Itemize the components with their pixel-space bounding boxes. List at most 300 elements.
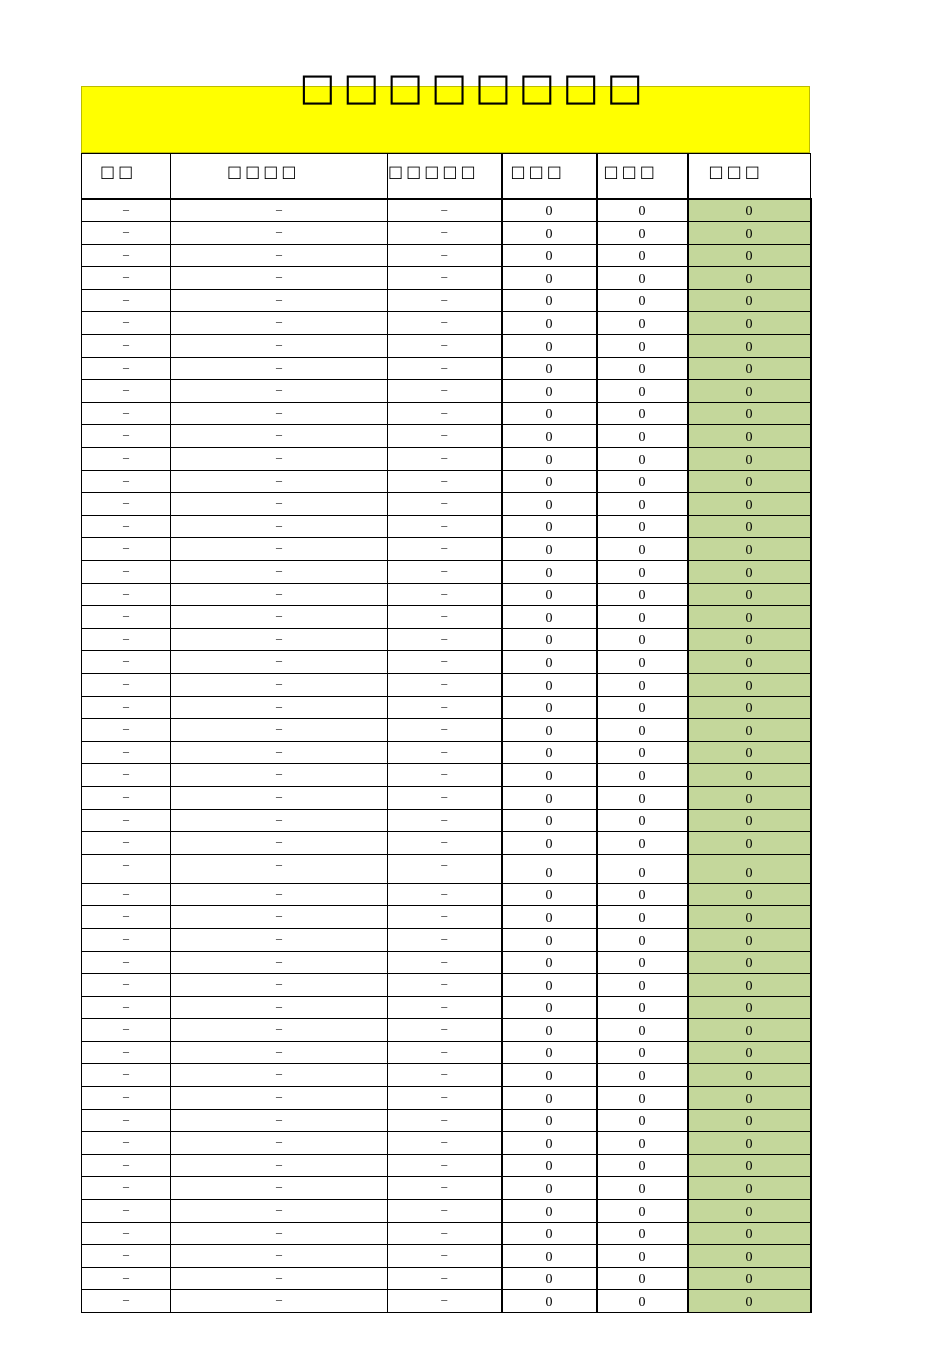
table-row bbox=[82, 1267, 811, 1290]
table-cell: 0 bbox=[597, 951, 688, 974]
table-row bbox=[82, 906, 811, 929]
table-row bbox=[82, 786, 811, 809]
table-cell: – bbox=[388, 222, 502, 245]
table-cell: – bbox=[171, 996, 388, 1019]
table-cell: – bbox=[388, 402, 502, 425]
table-cell: 0 bbox=[597, 906, 688, 929]
table-cell: 0 bbox=[688, 289, 811, 312]
table-cell: – bbox=[388, 974, 502, 997]
table-cell: 0 bbox=[688, 1290, 811, 1313]
table-row bbox=[82, 651, 811, 674]
table-cell: – bbox=[171, 1245, 388, 1268]
table-cell: 0 bbox=[597, 996, 688, 1019]
table-cell: – bbox=[171, 974, 388, 997]
table-row bbox=[82, 883, 811, 906]
table-cell: 0 bbox=[597, 222, 688, 245]
table-cell: 0 bbox=[502, 832, 597, 855]
table-row bbox=[82, 974, 811, 997]
table-cell: 0 bbox=[688, 1087, 811, 1110]
table-row bbox=[82, 1222, 811, 1245]
table-cell: 0 bbox=[502, 402, 597, 425]
table-row bbox=[82, 493, 811, 516]
table-cell: 0 bbox=[597, 267, 688, 290]
table-cell: 0 bbox=[597, 832, 688, 855]
table-row bbox=[82, 448, 811, 471]
table-cell: 0 bbox=[688, 696, 811, 719]
table-cell: 0 bbox=[502, 719, 597, 742]
table-cell: 0 bbox=[502, 928, 597, 951]
table-cell: – bbox=[388, 832, 502, 855]
table-cell: – bbox=[171, 1019, 388, 1042]
table-cell: – bbox=[388, 1177, 502, 1200]
data-table bbox=[81, 153, 812, 1313]
table-cell: – bbox=[82, 673, 171, 696]
table-cell: 0 bbox=[688, 583, 811, 606]
table-cell: – bbox=[82, 1177, 171, 1200]
table-cell: 0 bbox=[688, 1177, 811, 1200]
table-cell: – bbox=[82, 1290, 171, 1313]
table-cell: – bbox=[82, 561, 171, 584]
table-cell: – bbox=[171, 312, 388, 335]
table-cell: 0 bbox=[597, 515, 688, 538]
table-cell: – bbox=[171, 651, 388, 674]
table-row bbox=[82, 1041, 811, 1064]
table-cell: – bbox=[171, 606, 388, 629]
table-cell: 0 bbox=[688, 786, 811, 809]
table-cell: – bbox=[171, 741, 388, 764]
table-cell: – bbox=[82, 928, 171, 951]
table-cell: 0 bbox=[502, 1200, 597, 1223]
table-cell: 0 bbox=[688, 764, 811, 787]
table-cell: 0 bbox=[597, 402, 688, 425]
table-cell: 0 bbox=[597, 673, 688, 696]
table-row bbox=[82, 628, 811, 651]
table-cell: 0 bbox=[502, 606, 597, 629]
table-cell: 0 bbox=[688, 832, 811, 855]
table-cell: 0 bbox=[688, 357, 811, 380]
table-row bbox=[82, 538, 811, 561]
table-cell: 0 bbox=[688, 651, 811, 674]
table-cell: – bbox=[388, 1222, 502, 1245]
table-cell: 0 bbox=[597, 764, 688, 787]
table-cell: – bbox=[171, 199, 388, 222]
table-cell: – bbox=[388, 628, 502, 651]
table-row bbox=[82, 696, 811, 719]
table-cell: 0 bbox=[688, 199, 811, 222]
table-cell: 0 bbox=[502, 1222, 597, 1245]
table-cell: 0 bbox=[502, 199, 597, 222]
table-cell: 0 bbox=[502, 380, 597, 403]
table-cell: 0 bbox=[597, 854, 688, 883]
table-cell: 0 bbox=[688, 1200, 811, 1223]
table-cell: – bbox=[82, 1267, 171, 1290]
table-cell: 0 bbox=[688, 244, 811, 267]
table-cell: 0 bbox=[688, 335, 811, 358]
table-cell: 0 bbox=[502, 561, 597, 584]
table-row bbox=[82, 289, 811, 312]
table-cell: 0 bbox=[502, 583, 597, 606]
table-cell: – bbox=[388, 199, 502, 222]
table-cell: – bbox=[82, 809, 171, 832]
table-cell: – bbox=[82, 741, 171, 764]
table-cell: 0 bbox=[502, 741, 597, 764]
table-cell: 0 bbox=[688, 538, 811, 561]
table-row bbox=[82, 764, 811, 787]
header-cell: □□□ bbox=[502, 154, 597, 199]
table-cell: – bbox=[171, 267, 388, 290]
table-cell: – bbox=[388, 1267, 502, 1290]
table-cell: – bbox=[171, 786, 388, 809]
table-cell: – bbox=[82, 199, 171, 222]
table-cell: 0 bbox=[502, 673, 597, 696]
table-cell: – bbox=[388, 448, 502, 471]
table-cell: 0 bbox=[502, 312, 597, 335]
table-cell: – bbox=[171, 1290, 388, 1313]
table-row bbox=[82, 425, 811, 448]
table-row bbox=[82, 809, 811, 832]
table-cell: 0 bbox=[688, 380, 811, 403]
table-cell: – bbox=[388, 493, 502, 516]
header-cell: □□□□□ bbox=[388, 154, 502, 199]
table-cell: 0 bbox=[597, 1200, 688, 1223]
table-cell: 0 bbox=[688, 1132, 811, 1155]
table-cell: – bbox=[82, 1132, 171, 1155]
table-cell: 0 bbox=[597, 380, 688, 403]
table-cell: – bbox=[171, 222, 388, 245]
table-cell: 0 bbox=[502, 809, 597, 832]
table-row bbox=[82, 335, 811, 358]
table-cell: 0 bbox=[597, 1132, 688, 1155]
table-cell: 0 bbox=[502, 1245, 597, 1268]
table-cell: – bbox=[82, 996, 171, 1019]
table-cell: 0 bbox=[502, 1177, 597, 1200]
table-cell: – bbox=[82, 244, 171, 267]
table-row bbox=[82, 244, 811, 267]
table-cell: – bbox=[171, 470, 388, 493]
table-cell: 0 bbox=[502, 222, 597, 245]
table-row bbox=[82, 741, 811, 764]
table-cell: 0 bbox=[597, 883, 688, 906]
table-cell: – bbox=[82, 651, 171, 674]
table-cell: 0 bbox=[688, 448, 811, 471]
table-cell: – bbox=[388, 786, 502, 809]
table-cell: – bbox=[82, 1019, 171, 1042]
table-cell: – bbox=[82, 1222, 171, 1245]
table-cell: 0 bbox=[502, 854, 597, 883]
table-cell: 0 bbox=[597, 1177, 688, 1200]
header-row bbox=[82, 154, 811, 199]
table-row bbox=[82, 312, 811, 335]
table-cell: 0 bbox=[688, 883, 811, 906]
table-row bbox=[82, 583, 811, 606]
table-cell: – bbox=[171, 854, 388, 883]
table-cell: – bbox=[82, 974, 171, 997]
table-row bbox=[82, 1064, 811, 1087]
table-cell: 0 bbox=[502, 651, 597, 674]
table-cell: 0 bbox=[502, 1019, 597, 1042]
table-row bbox=[82, 951, 811, 974]
table-cell: – bbox=[171, 1177, 388, 1200]
table-cell: 0 bbox=[502, 628, 597, 651]
table-cell: 0 bbox=[688, 1222, 811, 1245]
table-cell: 0 bbox=[597, 244, 688, 267]
table-cell: 0 bbox=[502, 1290, 597, 1313]
table-cell: 0 bbox=[688, 1109, 811, 1132]
table-cell: – bbox=[171, 448, 388, 471]
table-cell: 0 bbox=[597, 199, 688, 222]
table-cell: 0 bbox=[688, 741, 811, 764]
table-cell: – bbox=[171, 425, 388, 448]
table-cell: 0 bbox=[597, 425, 688, 448]
table-cell: – bbox=[171, 515, 388, 538]
table-cell: – bbox=[82, 538, 171, 561]
table-cell: 0 bbox=[688, 951, 811, 974]
table-row bbox=[82, 222, 811, 245]
table-cell: – bbox=[82, 583, 171, 606]
table-cell: 0 bbox=[688, 673, 811, 696]
table-cell: 0 bbox=[597, 1064, 688, 1087]
table-cell: – bbox=[171, 289, 388, 312]
table-cell: – bbox=[171, 561, 388, 584]
table-cell: – bbox=[82, 628, 171, 651]
table-row bbox=[82, 267, 811, 290]
table-cell: – bbox=[82, 883, 171, 906]
table-cell: 0 bbox=[597, 1109, 688, 1132]
table-row bbox=[82, 515, 811, 538]
table-cell: – bbox=[82, 786, 171, 809]
header-cell: □□□□ bbox=[171, 154, 388, 199]
table-cell: 0 bbox=[688, 809, 811, 832]
table-row bbox=[82, 1290, 811, 1313]
table-cell: 0 bbox=[502, 493, 597, 516]
table-cell: 0 bbox=[597, 312, 688, 335]
table-cell: 0 bbox=[597, 335, 688, 358]
table-row bbox=[82, 832, 811, 855]
table-cell: – bbox=[82, 335, 171, 358]
table-cell: 0 bbox=[597, 561, 688, 584]
table-cell: 0 bbox=[502, 696, 597, 719]
table-cell: – bbox=[388, 1245, 502, 1268]
table-cell: 0 bbox=[688, 606, 811, 629]
table-cell: 0 bbox=[597, 1222, 688, 1245]
table-cell: – bbox=[388, 1019, 502, 1042]
table-cell: – bbox=[388, 651, 502, 674]
table-cell: – bbox=[82, 357, 171, 380]
table-row bbox=[82, 673, 811, 696]
table-cell: 0 bbox=[688, 1041, 811, 1064]
table-cell: – bbox=[388, 951, 502, 974]
header-cell: □□ bbox=[82, 154, 171, 199]
table-cell: – bbox=[171, 1200, 388, 1223]
table-cell: 0 bbox=[688, 267, 811, 290]
table-cell: 0 bbox=[502, 448, 597, 471]
table-cell: 0 bbox=[688, 1267, 811, 1290]
table-cell: – bbox=[82, 515, 171, 538]
table-row bbox=[82, 1109, 811, 1132]
table-cell: – bbox=[388, 1041, 502, 1064]
table-cell: 0 bbox=[502, 1267, 597, 1290]
sheet-title: □□□□□□□□ bbox=[299, 65, 651, 109]
table-cell: – bbox=[388, 1154, 502, 1177]
table-row bbox=[82, 1087, 811, 1110]
table-cell: 0 bbox=[502, 538, 597, 561]
table-cell: 0 bbox=[502, 1154, 597, 1177]
table-cell: – bbox=[171, 1109, 388, 1132]
table-cell: – bbox=[388, 1064, 502, 1087]
table-row bbox=[82, 1245, 811, 1268]
table-cell: 0 bbox=[502, 470, 597, 493]
table-cell: 0 bbox=[597, 1245, 688, 1268]
table-cell: – bbox=[388, 764, 502, 787]
table-cell: 0 bbox=[502, 267, 597, 290]
table-cell: – bbox=[171, 583, 388, 606]
table-row bbox=[82, 402, 811, 425]
table-cell: 0 bbox=[688, 719, 811, 742]
table-cell: – bbox=[82, 402, 171, 425]
table-cell: – bbox=[82, 606, 171, 629]
table-cell: – bbox=[388, 1132, 502, 1155]
table-cell: – bbox=[82, 906, 171, 929]
table-cell: – bbox=[388, 538, 502, 561]
table-cell: 0 bbox=[597, 1019, 688, 1042]
table-cell: – bbox=[171, 951, 388, 974]
table-cell: – bbox=[82, 312, 171, 335]
table-row bbox=[82, 606, 811, 629]
table-cell: – bbox=[388, 854, 502, 883]
table-cell: – bbox=[388, 906, 502, 929]
table-cell: 0 bbox=[688, 628, 811, 651]
table-cell: 0 bbox=[688, 854, 811, 883]
table-cell: – bbox=[388, 244, 502, 267]
table-cell: – bbox=[82, 1245, 171, 1268]
table-cell: – bbox=[171, 1222, 388, 1245]
table-row bbox=[82, 470, 811, 493]
table-cell: – bbox=[171, 673, 388, 696]
table-cell: 0 bbox=[597, 719, 688, 742]
table-cell: 0 bbox=[597, 1087, 688, 1110]
table-row bbox=[82, 561, 811, 584]
table-row bbox=[82, 357, 811, 380]
table-cell: – bbox=[388, 470, 502, 493]
table-cell: – bbox=[388, 289, 502, 312]
table-cell: – bbox=[82, 1109, 171, 1132]
table-cell: 0 bbox=[597, 357, 688, 380]
table-cell: – bbox=[171, 493, 388, 516]
table-cell: – bbox=[388, 1109, 502, 1132]
table-cell: 0 bbox=[688, 425, 811, 448]
table-cell: 0 bbox=[502, 515, 597, 538]
header-cell: □□□ bbox=[688, 154, 811, 199]
table-cell: – bbox=[171, 928, 388, 951]
table-cell: 0 bbox=[688, 493, 811, 516]
table-cell: 0 bbox=[597, 289, 688, 312]
table-cell: 0 bbox=[502, 1109, 597, 1132]
table-cell: – bbox=[171, 1267, 388, 1290]
table-cell: 0 bbox=[597, 1154, 688, 1177]
table-cell: – bbox=[82, 951, 171, 974]
table-cell: 0 bbox=[502, 425, 597, 448]
table-cell: – bbox=[82, 1041, 171, 1064]
table-cell: – bbox=[82, 1200, 171, 1223]
table-cell: – bbox=[82, 380, 171, 403]
header-cell: □□□ bbox=[597, 154, 688, 199]
table-cell: – bbox=[388, 583, 502, 606]
table-cell: 0 bbox=[688, 470, 811, 493]
table-cell: 0 bbox=[597, 1290, 688, 1313]
table-cell: – bbox=[171, 628, 388, 651]
table-cell: – bbox=[388, 741, 502, 764]
table-cell: 0 bbox=[688, 928, 811, 951]
table-cell: – bbox=[388, 380, 502, 403]
table-cell: – bbox=[388, 883, 502, 906]
table-row bbox=[82, 199, 811, 222]
table-cell: – bbox=[82, 493, 171, 516]
table-cell: – bbox=[388, 673, 502, 696]
table-cell: 0 bbox=[688, 222, 811, 245]
table-cell: 0 bbox=[688, 1245, 811, 1268]
table-cell: 0 bbox=[502, 764, 597, 787]
table-cell: – bbox=[388, 1087, 502, 1110]
table-cell: – bbox=[388, 425, 502, 448]
table-cell: 0 bbox=[597, 448, 688, 471]
table-cell: – bbox=[171, 906, 388, 929]
table-cell: – bbox=[171, 883, 388, 906]
table-row bbox=[82, 380, 811, 403]
table-cell: – bbox=[82, 719, 171, 742]
table-cell: – bbox=[82, 448, 171, 471]
table-cell: 0 bbox=[502, 883, 597, 906]
table-cell: 0 bbox=[688, 906, 811, 929]
table-cell: 0 bbox=[688, 1019, 811, 1042]
table-cell: – bbox=[82, 764, 171, 787]
table-cell: – bbox=[171, 1087, 388, 1110]
table-cell: 0 bbox=[502, 786, 597, 809]
table-cell: – bbox=[171, 538, 388, 561]
table-cell: – bbox=[388, 809, 502, 832]
table-cell: 0 bbox=[597, 1041, 688, 1064]
table-cell: – bbox=[171, 1132, 388, 1155]
table-cell: – bbox=[388, 1200, 502, 1223]
table-cell: – bbox=[82, 470, 171, 493]
table-cell: 0 bbox=[597, 809, 688, 832]
table-cell: – bbox=[388, 606, 502, 629]
table-cell: 0 bbox=[502, 335, 597, 358]
table-cell: 0 bbox=[502, 1087, 597, 1110]
table-cell: – bbox=[82, 425, 171, 448]
table-cell: – bbox=[388, 696, 502, 719]
table-cell: 0 bbox=[688, 996, 811, 1019]
table-cell: – bbox=[171, 244, 388, 267]
table-cell: 0 bbox=[597, 493, 688, 516]
table-cell: 0 bbox=[502, 1132, 597, 1155]
table-cell: – bbox=[82, 1154, 171, 1177]
table-row bbox=[82, 1154, 811, 1177]
table-row bbox=[82, 928, 811, 951]
table-cell: – bbox=[388, 515, 502, 538]
table-row bbox=[82, 854, 811, 883]
table-cell: 0 bbox=[597, 628, 688, 651]
table-cell: – bbox=[82, 854, 171, 883]
table-cell: – bbox=[388, 312, 502, 335]
table-cell: – bbox=[171, 832, 388, 855]
table-cell: 0 bbox=[597, 470, 688, 493]
table-cell: – bbox=[82, 289, 171, 312]
table-cell: 0 bbox=[688, 561, 811, 584]
table-cell: 0 bbox=[688, 1064, 811, 1087]
table-cell: – bbox=[171, 1064, 388, 1087]
table-cell: – bbox=[388, 1290, 502, 1313]
table-cell: 0 bbox=[502, 357, 597, 380]
